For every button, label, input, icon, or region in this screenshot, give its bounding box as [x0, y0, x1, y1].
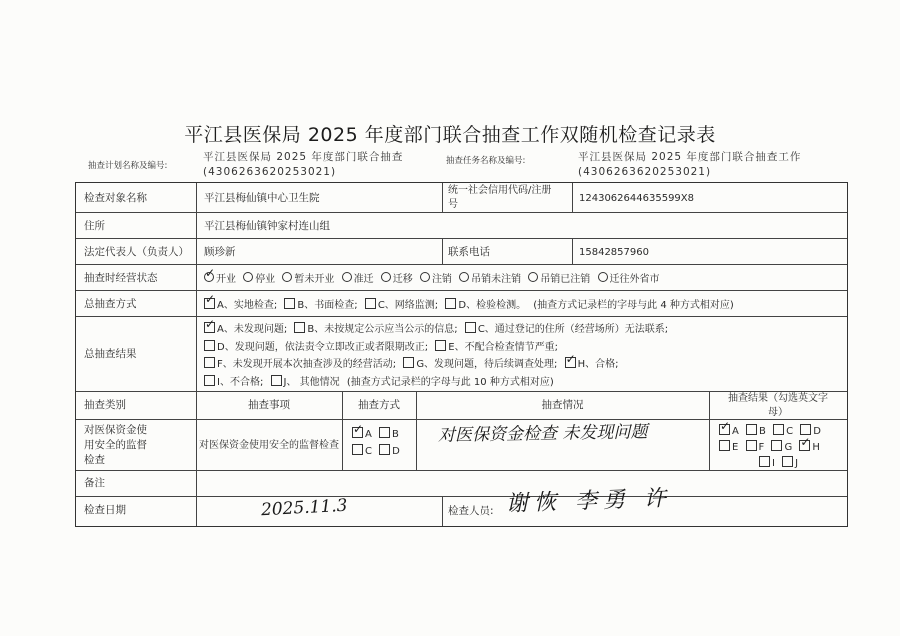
phone-label: 联系电话	[448, 246, 490, 258]
rep-label: 法定代表人（负责人）	[84, 246, 189, 258]
checkbox-icon	[465, 322, 476, 333]
result-option-d[interactable]: D、发现问题，依法责令立即改正或者限期改正;	[204, 342, 428, 353]
col-divider	[442, 238, 443, 264]
checkbox-icon	[403, 357, 414, 368]
remark-label: 备注	[84, 477, 105, 489]
detail-method-options	[352, 426, 416, 460]
credit-value: 12430626446355​99X8	[579, 193, 695, 204]
radio-icon	[282, 272, 292, 282]
checkbox-icon	[352, 444, 363, 455]
status-option-open[interactable]: ✓ 开业	[204, 274, 236, 285]
row-divider	[76, 264, 847, 265]
radio-icon	[528, 272, 538, 282]
method-option-written[interactable]: B、书面检查;	[284, 300, 357, 311]
col-result-header: 抽查结果（勾选英文字 母）	[728, 393, 828, 418]
result-note: (抽查方式记录栏的字母与此 10 种方式相对应)	[346, 376, 554, 388]
row-divider	[76, 238, 847, 239]
checkbox-icon	[284, 298, 295, 309]
detail-result-options	[719, 424, 847, 472]
detail-result-e[interactable]: E	[719, 442, 738, 453]
detail-method-b[interactable]: B	[379, 429, 399, 440]
status-option-moved-out[interactable]: 迁往外省市	[598, 274, 660, 285]
checkbox-icon	[746, 424, 757, 435]
col-situation-header: 抽查情况	[541, 399, 584, 411]
detail-result-d[interactable]: D	[800, 426, 821, 437]
detail-result-j[interactable]: J	[782, 458, 798, 469]
result-option-f[interactable]: F、未发现开展本次抽查涉及的经营活动;	[204, 359, 396, 370]
target-label: 检查对象名称	[84, 192, 147, 204]
col-divider	[196, 183, 197, 526]
checkbox-icon	[379, 427, 390, 438]
record-table	[75, 182, 848, 527]
result-option-j[interactable]: J、 其他情况	[271, 377, 340, 388]
situation-handwritten: 对医保资金检查 未发现问题	[437, 422, 648, 446]
checkbox-icon	[719, 424, 730, 435]
radio-icon	[420, 272, 430, 282]
target-value: 平江县梅仙镇中心卫生院	[204, 192, 320, 204]
status-option-revoked-uncancelled[interactable]: 吊销未注销	[459, 274, 521, 285]
task-label: 抽查任务名称及编号:	[446, 156, 526, 166]
item-value: 对医保资金使用安全的监督检查	[199, 440, 339, 451]
credit-label: 统一社会信用代码/注册 号	[448, 185, 552, 210]
checkbox-icon	[782, 456, 793, 467]
result-option-h[interactable]: ✓ H、合格;	[565, 359, 619, 370]
detail-result-i[interactable]: I	[759, 458, 775, 469]
method-label: 总抽查方式	[84, 298, 137, 310]
date-handwritten: 2025.11.3	[260, 495, 348, 521]
checkbox-icon	[352, 427, 363, 438]
detail-result-c[interactable]: C	[773, 426, 793, 437]
checkbox-icon	[445, 298, 456, 309]
detail-result-f[interactable]: F	[746, 442, 765, 453]
col-divider	[442, 496, 443, 526]
checkbox-icon	[746, 440, 757, 451]
detail-result-b[interactable]: B	[746, 426, 766, 437]
status-option-not-open[interactable]: 暂未开业	[282, 274, 334, 285]
radio-icon	[381, 272, 391, 282]
status-option-suspended[interactable]: 停业	[243, 274, 275, 285]
checkbox-icon	[365, 298, 376, 309]
date-label: 检查日期	[84, 504, 126, 516]
category-value: 对医保资金使 用安全的监督 检查	[84, 424, 147, 466]
checkbox-icon	[204, 340, 215, 351]
status-option-approved-move[interactable]: 准迁	[342, 274, 374, 285]
checkbox-icon	[204, 357, 215, 368]
checkbox-icon	[204, 298, 215, 309]
status-option-moved[interactable]: 迁移	[381, 274, 413, 285]
checkbox-icon	[773, 424, 784, 435]
row-divider	[76, 316, 847, 317]
checkbox-icon	[719, 440, 730, 451]
result-option-b[interactable]: B、未按规定公示应当公示的信息;	[294, 324, 457, 335]
inspector-label: 检查人员:	[448, 505, 494, 517]
method-option-onsite[interactable]: ✓ A、实地检查;	[204, 300, 277, 311]
address-value: 平江县梅仙镇钟家村连山组	[204, 220, 330, 232]
radio-icon	[342, 272, 352, 282]
status-option-revoked-cancelled[interactable]: 吊销已注销	[528, 274, 590, 285]
radio-icon	[204, 272, 214, 282]
checkbox-icon	[799, 440, 810, 451]
status-label: 抽查时经营状态	[84, 272, 158, 284]
result-option-c[interactable]: C、通过登记的住所（经营场所）无法联系;	[465, 324, 668, 335]
method-options	[204, 298, 844, 313]
result-option-i[interactable]: I、不合格;	[204, 377, 263, 388]
checkbox-icon	[294, 322, 305, 333]
phone-value: 15842857960	[579, 247, 649, 258]
method-option-lab[interactable]: D、检验检测。	[445, 300, 526, 311]
checkbox-icon	[379, 444, 390, 455]
detail-result-h[interactable]: ✓ H	[799, 442, 820, 453]
checkbox-icon	[759, 456, 770, 467]
checkbox-icon	[271, 375, 282, 386]
checkbox-icon	[204, 375, 215, 386]
plan-value: 平江县医保局 2025 年度部门联合抽查 (4306263620253021)	[203, 151, 404, 178]
rep-value: 顾珍新	[204, 246, 236, 258]
radio-icon	[598, 272, 608, 282]
checkbox-icon	[771, 440, 782, 451]
detail-result-g[interactable]: G	[771, 442, 792, 453]
task-value: 平江县医保局 2025 年度部门联合抽查工作 (4306263620253021)	[578, 151, 802, 178]
col-category-header: 抽查类别	[84, 399, 126, 411]
document-title: 平江县医保局 2025 年度部门联合抽查工作双随机检查记录表	[184, 124, 716, 146]
detail-method-a[interactable]: ✓A	[352, 429, 372, 440]
col-method-header: 抽查方式	[358, 399, 400, 411]
method-option-online[interactable]: C、网络监测;	[365, 300, 438, 311]
row-divider	[76, 212, 847, 213]
status-options	[204, 272, 844, 287]
col-divider	[442, 183, 443, 212]
result-option-e[interactable]: E、不配合检查情节严重;	[435, 342, 558, 353]
detail-method-d[interactable]: D	[379, 446, 400, 457]
inspector-signatures: 谢恢 李勇 许	[505, 486, 673, 517]
checkbox-icon	[204, 322, 215, 333]
row-divider	[76, 290, 847, 291]
radio-icon	[459, 272, 469, 282]
col-divider	[572, 183, 573, 212]
method-note: (抽查方式记录栏的字母与此 4 种方式相对应)	[533, 300, 734, 311]
detail-result-a[interactable]: ✓ A	[719, 426, 739, 437]
radio-icon	[243, 272, 253, 282]
result-label: 总抽查结果	[84, 348, 137, 360]
result-option-a[interactable]: ✓A、未发现问题;	[204, 324, 287, 335]
col-item-header: 抽查事项	[248, 399, 290, 411]
checkbox-icon	[435, 340, 446, 351]
address-label: 住所	[84, 220, 105, 232]
checkbox-icon	[565, 357, 576, 368]
detail-method-c[interactable]: C	[352, 446, 372, 457]
col-divider	[572, 238, 573, 264]
row-divider	[76, 496, 847, 497]
result-options	[204, 321, 844, 391]
result-option-g[interactable]: G、发现问题，待后续调查处理;	[403, 359, 557, 370]
plan-label: 抽查计划名称及编号:	[88, 161, 168, 171]
status-option-cancelled[interactable]: 注销	[420, 274, 452, 285]
